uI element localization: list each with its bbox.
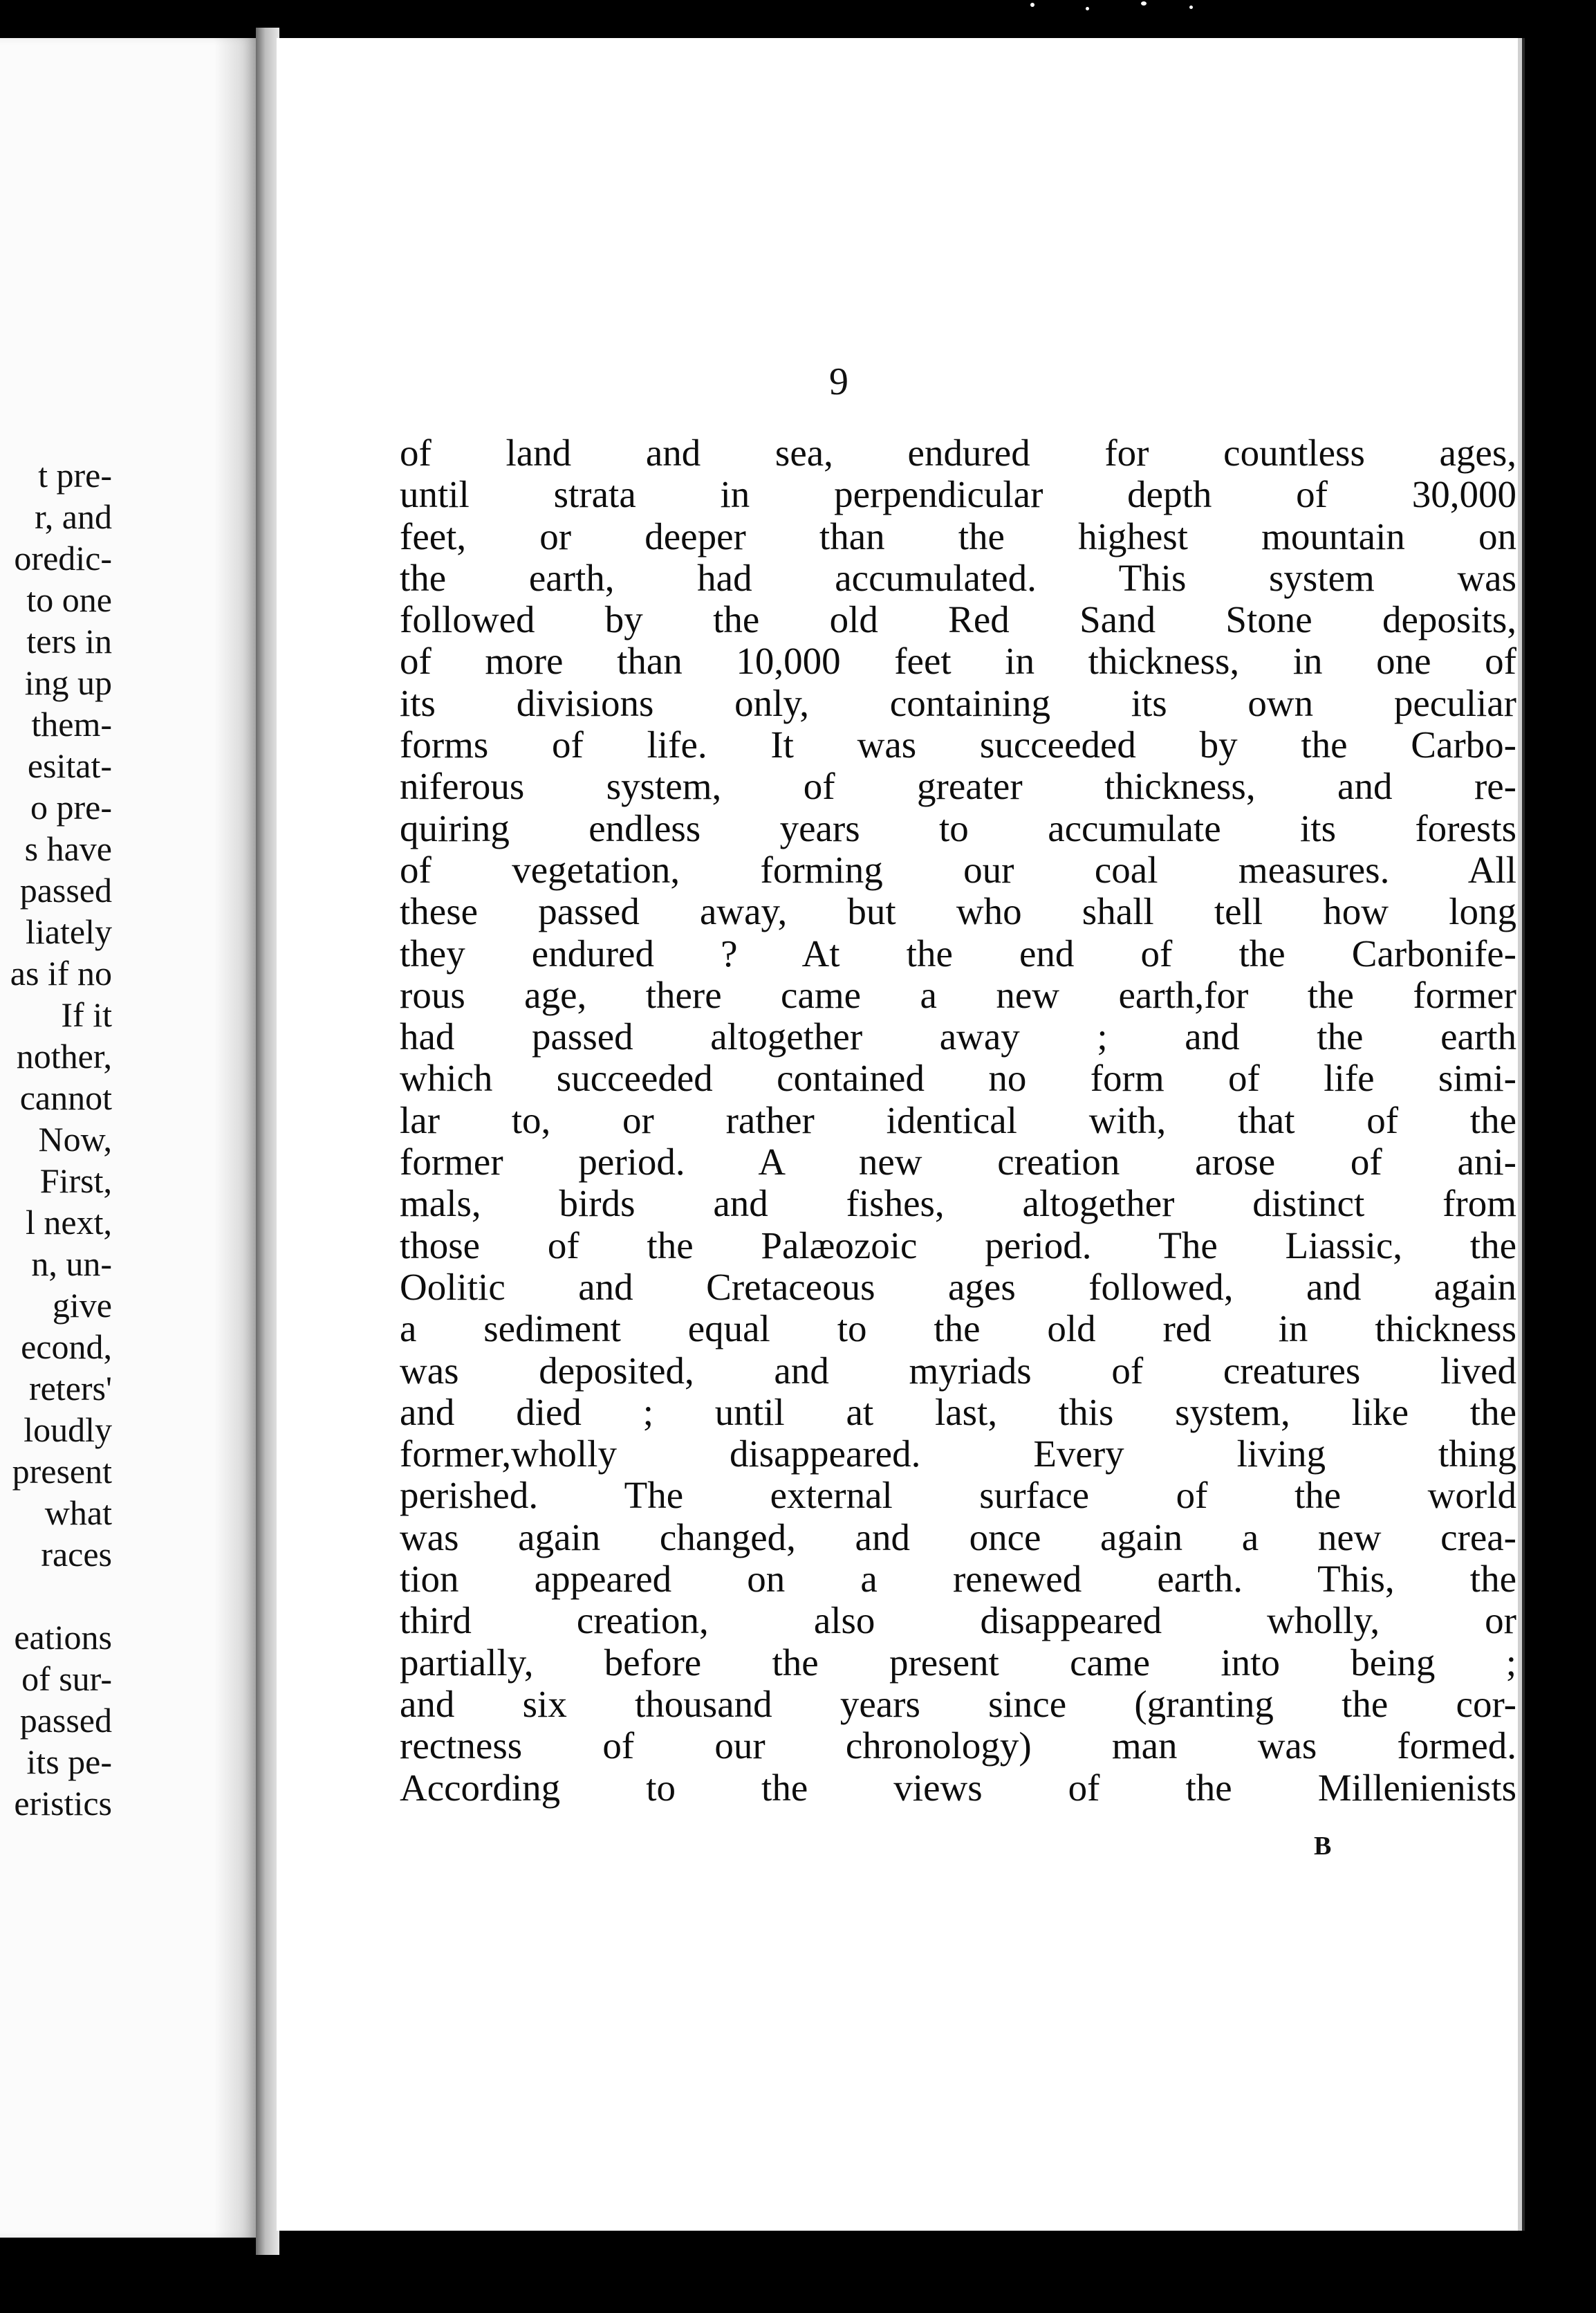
left-text-line: o pre-: [30, 788, 112, 827]
left-text-line: present: [12, 1452, 112, 1491]
page-number: 9: [829, 360, 848, 403]
text-line: a sediment equal to the old red in thickness: [400, 1307, 1516, 1350]
text-line: quiring endless years to accumulate its forests: [400, 807, 1516, 849]
text-line: of more than 10,000 feet in thickness, in one of: [400, 640, 1516, 683]
left-text-line: ters in: [26, 622, 112, 661]
left-text-line: If it: [61, 995, 112, 1034]
text-line: perished. The external surface of the world: [400, 1474, 1516, 1517]
text-line: third creation, also disappeared wholly, or: [400, 1599, 1516, 1642]
left-text-line: races: [41, 1535, 112, 1574]
left-text-line: as if no: [10, 954, 112, 993]
text-line: forms of life. It was succeeded by the Carbo-: [400, 724, 1516, 766]
left-text-line: oredic-: [14, 539, 112, 578]
left-text-line: cannot: [19, 1078, 112, 1117]
text-line: former,wholly disappeared. Every living thing: [400, 1432, 1516, 1475]
text-line: mals, birds and fishes, altogether distinct from: [400, 1182, 1516, 1225]
left-text-line: n, un-: [31, 1244, 112, 1283]
left-text-line: of sur-: [21, 1659, 112, 1698]
left-text-line: t pre-: [38, 456, 112, 495]
text-line: until strata in perpendicular depth of 30,000: [400, 473, 1516, 516]
text-line: feet, or deeper than the highest mountain on: [400, 515, 1516, 557]
body-text: [400, 432, 1523, 1809]
text-line: Oolitic and Cretaceous ages followed, and again: [400, 1265, 1516, 1308]
text-line: tion appeared on a renewed earth. This, the: [400, 1558, 1516, 1601]
left-text-line: Now,: [38, 1120, 112, 1159]
text-line: According to the views of the Millenienists: [400, 1766, 1516, 1809]
left-text-line: s have: [24, 829, 112, 868]
left-text-line: reters': [28, 1369, 112, 1408]
text-line: was again changed, and once again a new crea-: [400, 1515, 1516, 1558]
text-line: niferous system, of greater thickness, and re-: [400, 765, 1516, 808]
text-line: was deposited, and myriads of creatures lived: [400, 1349, 1516, 1392]
left-text-line: passed: [19, 1701, 112, 1740]
scan-edge-specks: [1023, 0, 1231, 21]
left-text-line: esitat-: [27, 746, 112, 785]
left-text-line: to one: [26, 580, 112, 619]
text-line: former period. A new creation arose of ani-: [400, 1141, 1516, 1183]
left-text-line: eations: [14, 1618, 112, 1657]
left-page-fragment: [0, 38, 256, 2238]
text-line: which succeeded contained no form of life simi-: [400, 1057, 1516, 1100]
left-text-line: nother,: [16, 1037, 112, 1076]
signature-mark: B: [1314, 1832, 1332, 1861]
left-text-line: them-: [31, 705, 112, 744]
left-text-line: loudly: [24, 1410, 112, 1449]
text-line: they endured ? At the end of the Carbonife-: [400, 932, 1516, 975]
left-text-line: give: [52, 1286, 112, 1325]
right-page: [277, 38, 1518, 2231]
left-text-line: what: [44, 1493, 112, 1532]
text-line: those of the Palæozoic period. The Liassic, the: [400, 1224, 1516, 1266]
left-text-line: econd,: [21, 1327, 112, 1366]
text-line: rous age, there came a new earth,for the former: [400, 973, 1516, 1016]
text-line: had passed altogether away ; and the earth: [400, 1015, 1516, 1058]
text-line: and died ; until at last, this system, like the: [400, 1390, 1516, 1433]
left-text-line: liately: [26, 912, 112, 951]
text-line: of land and sea, endured for countless ages,: [400, 432, 1516, 474]
left-text-line: ing up: [24, 663, 112, 702]
text-line: these passed away, but who shall tell how long: [400, 890, 1516, 933]
text-line: rectness of our chronology) man was formed.: [400, 1724, 1516, 1767]
gutter-shadow: [214, 38, 256, 2238]
left-paragraph-gap: [0, 1575, 112, 1616]
left-text-line: eristics: [14, 1784, 112, 1823]
text-line: partially, before the present came into being ;: [400, 1641, 1516, 1684]
text-line: and six thousand years since (granting the cor-: [400, 1682, 1516, 1725]
text-line: its divisions only, containing its own peculiar: [400, 681, 1516, 724]
text-line: the earth, had accumulated. This system was: [400, 556, 1516, 599]
left-text-line: First,: [39, 1161, 112, 1200]
left-text-line: r, and: [35, 497, 112, 536]
left-text-line: l next,: [26, 1203, 112, 1242]
book-spine: [256, 28, 279, 2255]
text-line: of vegetation, forming our coal measures. All: [400, 848, 1516, 891]
left-page-text: [0, 454, 112, 1824]
left-text-line: its pe-: [26, 1742, 112, 1781]
left-text-line: passed: [19, 871, 112, 910]
text-line: lar to, or rather identical with, that of the: [400, 1098, 1516, 1141]
text-line: followed by the old Red Sand Stone deposits,: [400, 598, 1516, 641]
